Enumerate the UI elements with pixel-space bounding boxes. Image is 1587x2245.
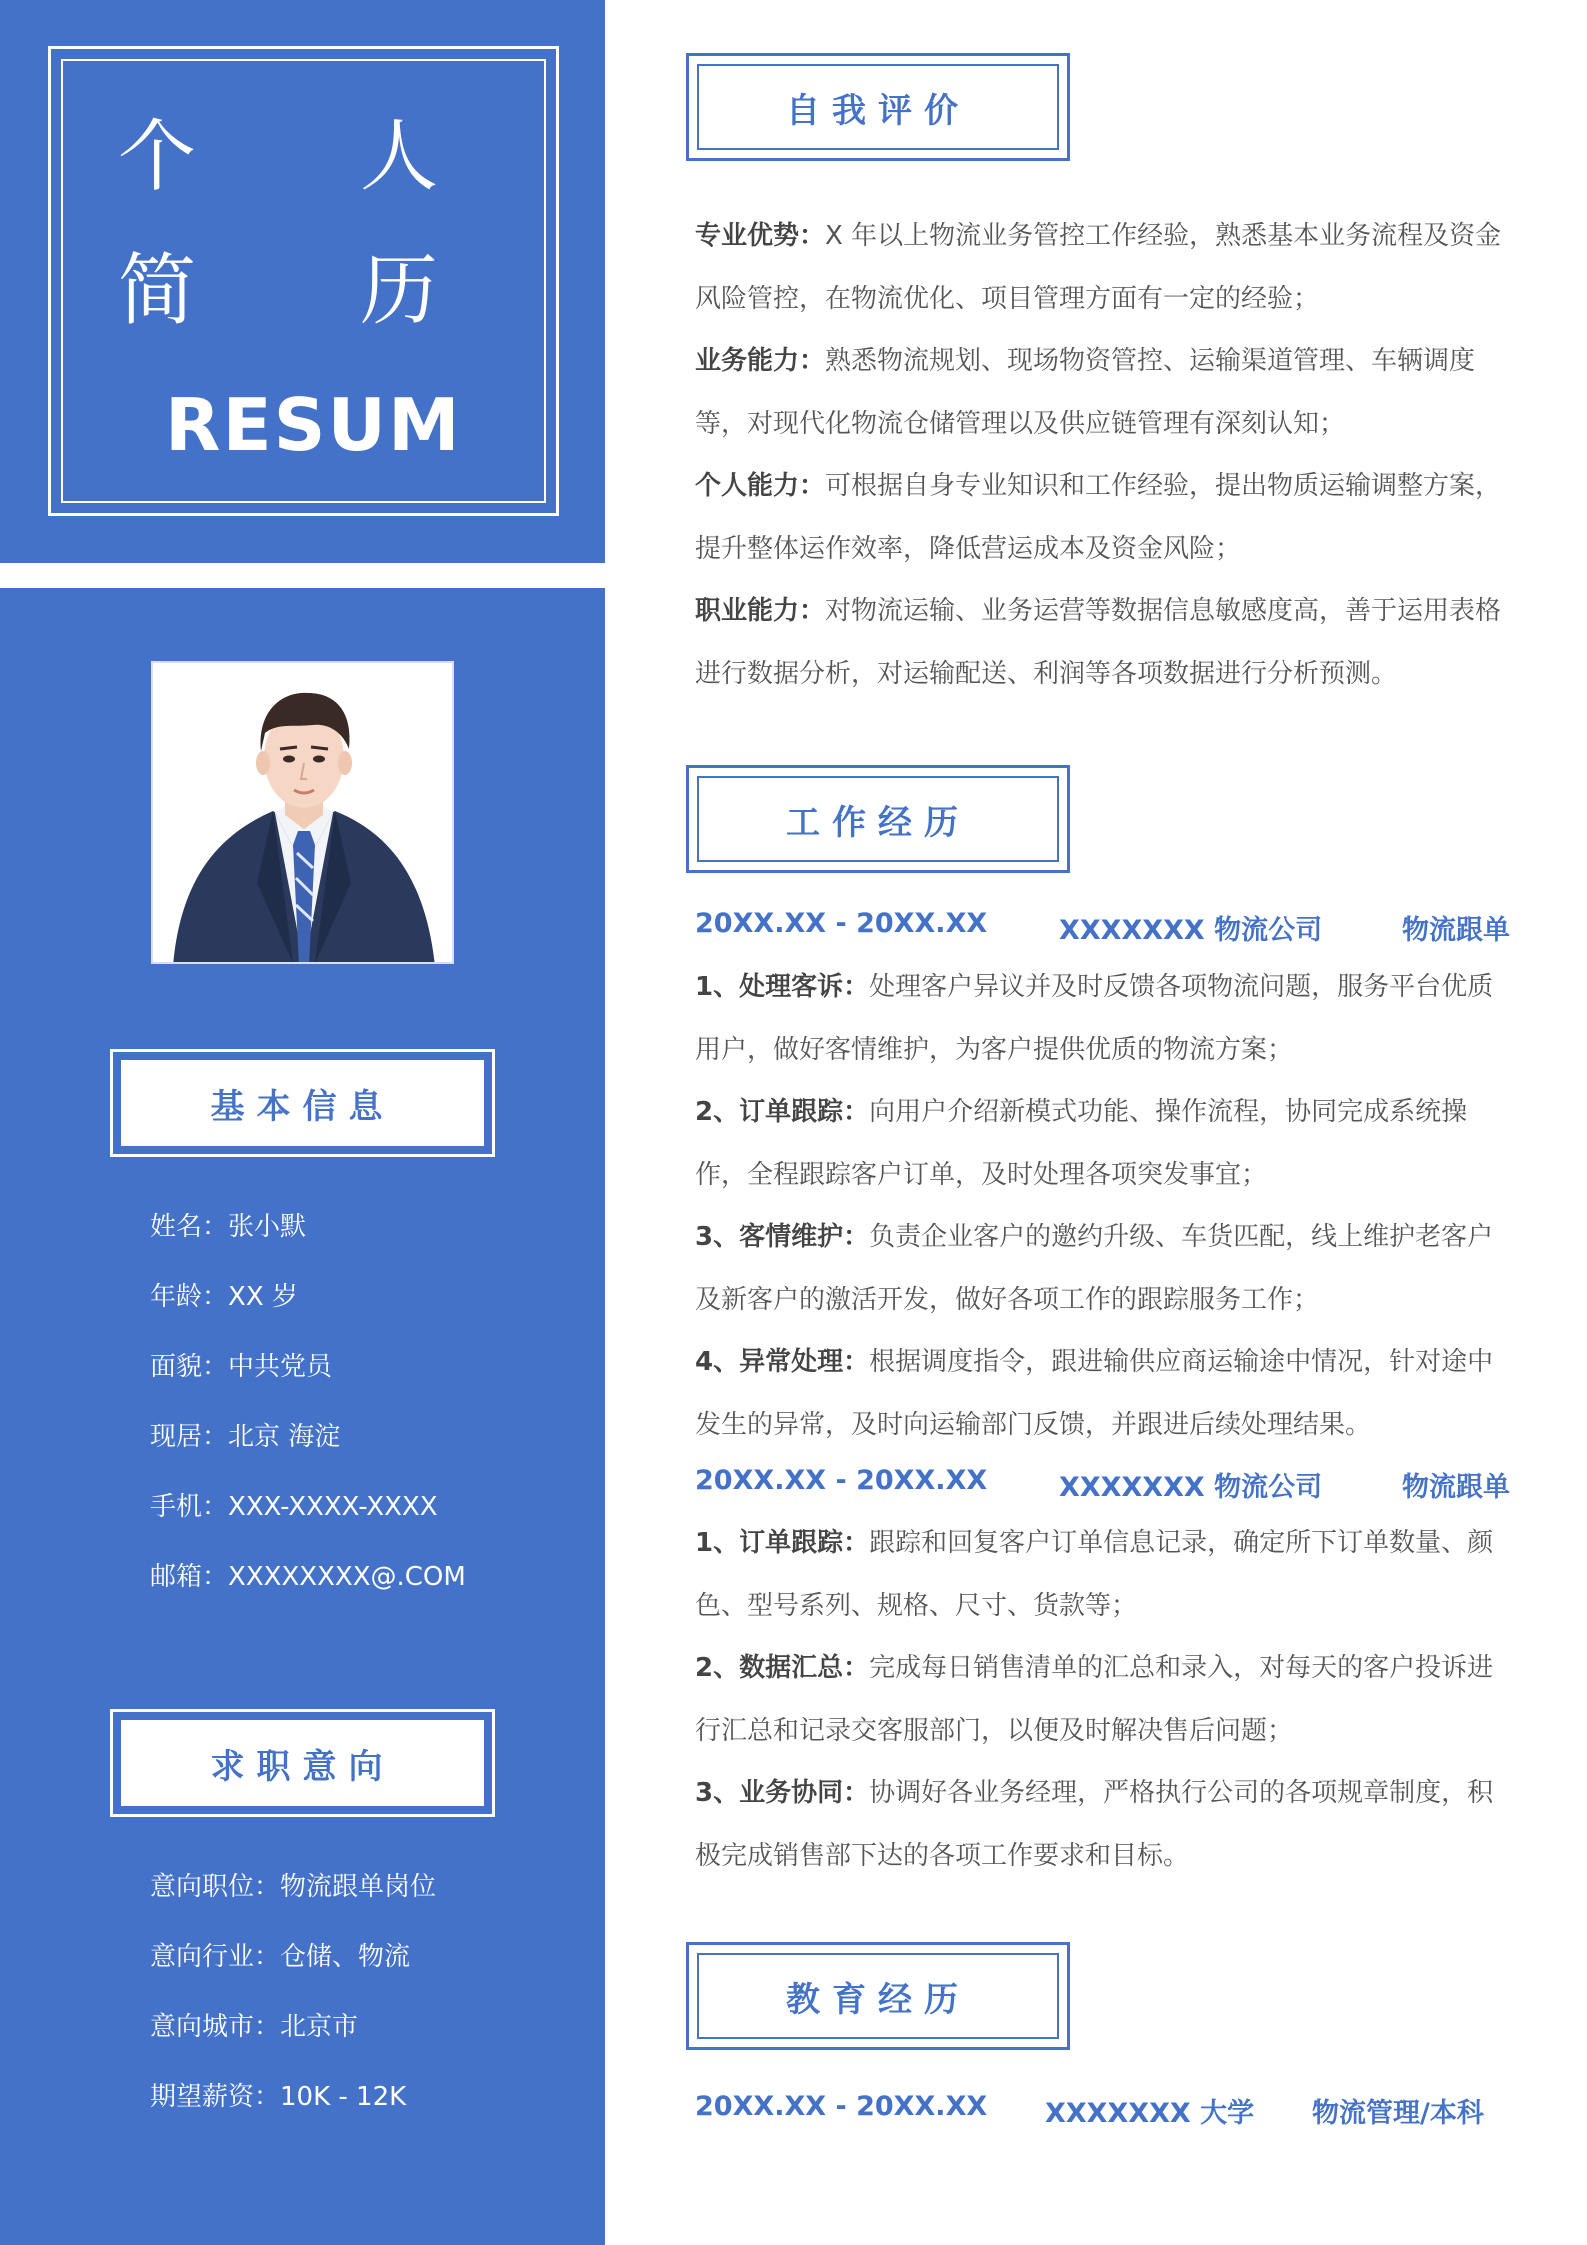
job-period: 20XX.XX - 20XX.XX <box>695 1465 988 1496</box>
field-value: 中共党员 <box>228 1352 333 1382</box>
job-period: 20XX.XX - 20XX.XX <box>695 908 988 939</box>
item-label: 1、处理客诉： <box>695 972 870 1002</box>
basic-info-name <box>150 1209 570 1245</box>
title-char: 简 <box>118 246 197 336</box>
item-label: 1、订单跟踪： <box>695 1528 870 1558</box>
item-text: 跟踪和回复客户订单信息记录，确定所下订单数量、颜色、型号系列、规格、尺寸、货款等； <box>695 1528 1494 1621</box>
work-title: 工作经历 <box>697 776 1059 862</box>
basic-info-age <box>150 1279 570 1315</box>
item-text: 对物流运输、业务运营等数据信息敏感度高，善于运用表格进行数据分析，对运输配送、利润等各项数据进行分析预测。 <box>695 596 1502 689</box>
left-column <box>0 0 605 2245</box>
field-value: 物流跟单岗位 <box>280 1872 437 1902</box>
title-row-2 <box>118 246 438 336</box>
job-role: 物流跟单 <box>1402 1472 1510 1503</box>
field-value: 北京市 <box>280 2012 359 2042</box>
education-school: XXXXXXX 大学 <box>1045 2098 1255 2129</box>
education-major: 物流管理/本科 <box>1312 2098 1484 2129</box>
job-item <box>695 1206 1515 1331</box>
job-company: XXXXXXX 物流公司 <box>1059 915 1323 946</box>
job-role: 物流跟单 <box>1402 915 1510 946</box>
item-text: 向用户介绍新模式功能、操作流程，协同完成系统操作，全程跟踪客户订单，及时处理各项突发事宜； <box>695 1097 1468 1190</box>
basic-info-phone <box>150 1489 570 1525</box>
self-eval-item <box>695 205 1515 330</box>
work-heading <box>686 765 1070 873</box>
self-eval-heading <box>686 53 1070 161</box>
basic-info-heading <box>110 1049 495 1157</box>
item-text: 根据调度指令，跟进输供应商运输途中情况，针对途中发生的异常，及时向运输部门反馈，并跟进后续处理结果。 <box>695 1347 1494 1440</box>
item-text: 熟悉物流规划、现场物资管控、运输渠道管理、车辆调度等，对现代化物流仓储管理以及供应链管理有深刻认知； <box>695 346 1476 439</box>
job-item <box>695 1331 1515 1456</box>
basic-info-political <box>150 1349 570 1385</box>
item-label: 个人能力： <box>695 471 826 501</box>
job-item <box>695 956 1515 1081</box>
self-eval-item <box>695 580 1515 705</box>
field-label: 姓名： <box>150 1212 229 1242</box>
job-header <box>695 1465 1510 1505</box>
intent-city <box>150 2009 570 2045</box>
item-label: 3、客情维护： <box>695 1222 870 1252</box>
job-intent-heading <box>110 1709 495 1817</box>
field-value: 张小默 <box>228 1212 307 1242</box>
field-value: 10K - 12K <box>280 2082 407 2112</box>
self-eval-item <box>695 330 1515 455</box>
education-period: 20XX.XX - 20XX.XX <box>695 2091 988 2122</box>
item-label: 2、订单跟踪： <box>695 1097 870 1127</box>
basic-info-title: 基本信息 <box>121 1060 484 1146</box>
portrait-illustration-icon <box>153 663 454 964</box>
item-label: 职业能力： <box>695 596 826 626</box>
title-english: RESUM <box>165 383 462 467</box>
item-label: 专业优势： <box>695 221 826 251</box>
item-label: 4、异常处理： <box>695 1347 870 1377</box>
item-label: 3、业务协同： <box>695 1778 870 1808</box>
field-label: 年龄： <box>150 1282 229 1312</box>
item-text: 协调好各业务经理，严格执行公司的各项规章制度，积极完成销售部下达的各项工作要求和目标。 <box>695 1778 1494 1871</box>
title-char: 个 <box>118 112 197 202</box>
profile-photo <box>151 661 454 964</box>
education-row <box>695 2091 1510 2131</box>
field-value: XXX-XXXX-XXXX <box>228 1492 438 1522</box>
self-eval-title: 自我评价 <box>697 64 1059 150</box>
self-eval-item <box>695 455 1515 580</box>
intent-position <box>150 1869 570 1905</box>
item-label: 2、数据汇总： <box>695 1653 870 1683</box>
title-char: 历 <box>359 246 438 336</box>
title-panel <box>0 0 605 563</box>
title-row-1 <box>118 112 438 202</box>
field-label: 意向职位： <box>150 1872 281 1902</box>
item-text: X 年以上物流业务管控工作经验，熟悉基本业务流程及资金风险管控，在物流优化、项目管理方面有一定的经验； <box>695 221 1502 314</box>
field-label: 邮箱： <box>150 1562 229 1592</box>
title-char: 人 <box>359 112 438 202</box>
item-text: 完成每日销售清单的汇总和录入，对每天的客户投诉进行汇总和记录交客服部门，以便及时解决售后问题； <box>695 1653 1494 1746</box>
job-item <box>695 1512 1515 1637</box>
job-intent-title: 求职意向 <box>121 1720 484 1806</box>
item-text: 处理客户异议并及时反馈各项物流问题，服务平台优质用户，做好客情维护，为客户提供优质的物流方案； <box>695 972 1494 1065</box>
field-value: XX 岁 <box>228 1282 298 1312</box>
basic-info-email <box>150 1559 570 1595</box>
intent-industry <box>150 1939 570 1975</box>
job-item <box>695 1762 1515 1887</box>
job-item <box>695 1637 1515 1762</box>
item-text: 可根据自身专业知识和工作经验，提出物质运输调整方案，提升整体运作效率，降低营运成本及资金风险； <box>695 471 1502 564</box>
field-value: 北京 海淀 <box>228 1422 341 1452</box>
job-item <box>695 1081 1515 1206</box>
field-label: 现居： <box>150 1422 229 1452</box>
education-heading <box>686 1942 1070 2050</box>
field-label: 意向行业： <box>150 1942 281 1972</box>
job-company: XXXXXXX 物流公司 <box>1059 1472 1323 1503</box>
field-label: 手机： <box>150 1492 229 1522</box>
education-title: 教育经历 <box>697 1953 1059 2039</box>
item-label: 业务能力： <box>695 346 826 376</box>
field-label: 期望薪资： <box>150 2082 281 2112</box>
field-label: 意向城市： <box>150 2012 281 2042</box>
item-text: 负责企业客户的邀约升级、车货匹配，线上维护老客户及新客户的激活开发，做好各项工作的跟踪服务工作； <box>695 1222 1494 1315</box>
field-value: XXXXXXXX@.COM <box>228 1562 466 1592</box>
intent-salary <box>150 2079 570 2115</box>
field-value: 仓储、物流 <box>280 1942 411 1972</box>
basic-info-location <box>150 1419 570 1455</box>
job-header <box>695 908 1510 948</box>
field-label: 面貌： <box>150 1352 229 1382</box>
